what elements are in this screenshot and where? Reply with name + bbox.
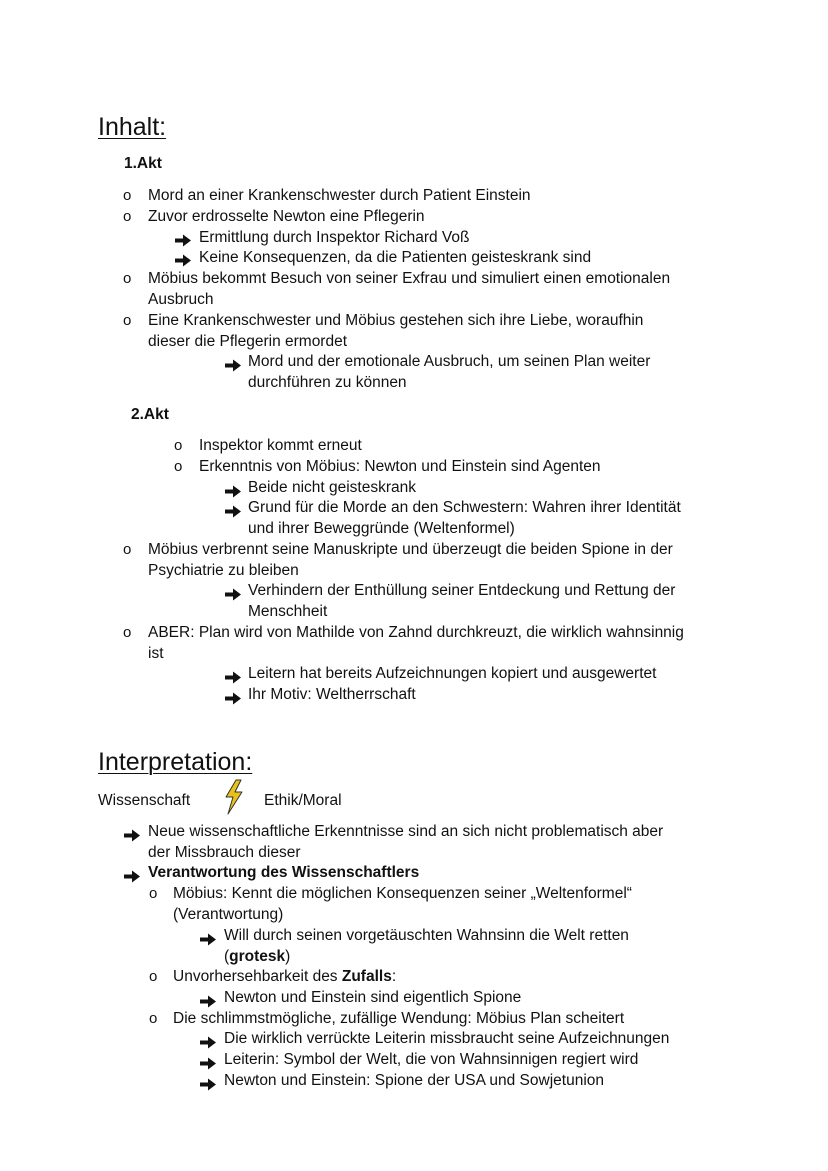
zufall-bold: Zufalls [341,968,392,985]
grotesk-bold: grotesk [229,948,286,965]
list-item: Mord an einer Krankenschwester durch Patient Einstein [148,187,531,204]
arrow-icon [224,667,242,688]
circle-bullet-icon: o [123,270,132,287]
list-item: Newton und Einstein: Spione der USA und Sowjetunion [224,1072,604,1089]
arrow-icon [224,481,242,502]
list-item-continuation: Ausbruch [148,291,214,308]
science-term: Wissenschaft [98,792,191,809]
arrow-icon [224,584,242,605]
arrow-icon [199,1053,217,1074]
inhalt-heading: Inhalt: [98,113,167,141]
list-item: Möbius bekommt Besuch von seiner Exfrau und simuliert einen emotionalen [148,270,671,287]
circle-bullet-icon: o [123,624,132,641]
akt2-title: 2.Akt [131,406,169,423]
list-item: Leitern hat bereits Aufzeichnungen kopiert und ausgewertet [248,665,657,682]
list-item: Möbius verbrennt seine Manuskripte und überzeugt die beiden Spione in der [148,541,673,558]
list-item: Leiterin: Symbol der Welt, die von Wahnsinnigen regiert wird [224,1051,639,1068]
list-item-text: Unvorhersehbarkeit des [173,968,342,985]
circle-bullet-icon: o [174,437,183,454]
interpretation-heading: Interpretation: [98,748,253,776]
akt1-title: 1.Akt [124,155,162,172]
list-item: Neue wissenschaftliche Erkenntnisse sind an sich nicht problematisch aber [148,823,664,840]
arrow-icon [123,825,141,846]
list-item: Ihr Motiv: Weltherrschaft [248,686,416,703]
arrow-icon [224,355,242,376]
arrow-icon [199,1074,217,1095]
list-item: Beide nicht geisteskrank [248,479,417,496]
list-item-continuation: Psychiatrie zu bleiben [148,562,299,579]
circle-bullet-icon: o [123,187,132,204]
list-item: Eine Krankenschwester und Möbius gestehen sich ihre Liebe, woraufhin [148,312,644,329]
circle-bullet-icon: o [123,541,132,558]
list-item: Die schlimmstmögliche, zufällige Wendung: Möbius Plan scheitert [173,1010,625,1027]
circle-bullet-icon: o [149,1010,158,1027]
list-item-continuation: Menschheit [248,603,328,620]
list-item: Die wirklich verrückte Leiterin missbraucht seine Aufzeichnungen [224,1030,670,1047]
list-item: Grund für die Morde an den Schwestern: Wahren ihrer Identität [248,499,681,516]
list-item: Newton und Einstein sind eigentlich Spione [224,989,522,1006]
list-item: Mord und der emotionale Ausbruch, um seinen Plan weiter [248,353,651,370]
list-item-continuation: (grotesk) [224,948,291,965]
list-item: Will durch seinen vorgetäuschten Wahnsinn die Welt retten [224,927,629,944]
list-item-continuation: ist [148,645,164,662]
circle-bullet-icon: o [123,312,132,329]
arrow-icon [174,230,192,251]
arrow-icon [123,866,141,887]
list-item: Keine Konsequenzen, da die Patienten geisteskrank sind [199,249,592,266]
lightning-bolt-icon [223,779,245,815]
list-item-continuation: dieser die Pflegerin ermordet [148,333,348,350]
list-item-bold: Verantwortung des Wissenschaftlers [148,864,420,881]
list-item: Erkenntnis von Möbius: Newton und Einstein sind Agenten [199,458,601,475]
arrow-icon [199,929,217,950]
list-item: Möbius: Kennt die möglichen Konsequenzen seiner „Weltenformel“ [173,885,632,902]
circle-bullet-icon: o [149,968,158,985]
list-item-continuation: der Missbrauch dieser [148,844,301,861]
list-item-continuation: durchführen zu können [248,374,407,391]
list-item: Zuvor erdrosselte Newton eine Pflegerin [148,208,425,225]
list-item-continuation: und ihrer Beweggründe (Weltenformel) [248,520,515,537]
list-item: Unvorhersehbarkeit des Zufalls: [173,968,397,985]
list-item: ABER: Plan wird von Mathilde von Zahnd durchkreuzt, die wirklich wahnsinnig [148,624,684,641]
arrow-icon [199,1032,217,1053]
arrow-icon [224,501,242,522]
ethics-term: Ethik/Moral [264,792,342,809]
list-item: Verhindern der Enthüllung seiner Entdeckung und Rettung der [248,582,676,599]
list-item-continuation: (Verantwortung) [173,906,284,923]
circle-bullet-icon: o [149,885,158,902]
list-item: Inspektor kommt erneut [199,437,362,454]
circle-bullet-icon: o [123,208,132,225]
circle-bullet-icon: o [174,458,183,475]
list-item: Ermittlung durch Inspektor Richard Voß [199,229,470,246]
arrow-icon [224,688,242,709]
